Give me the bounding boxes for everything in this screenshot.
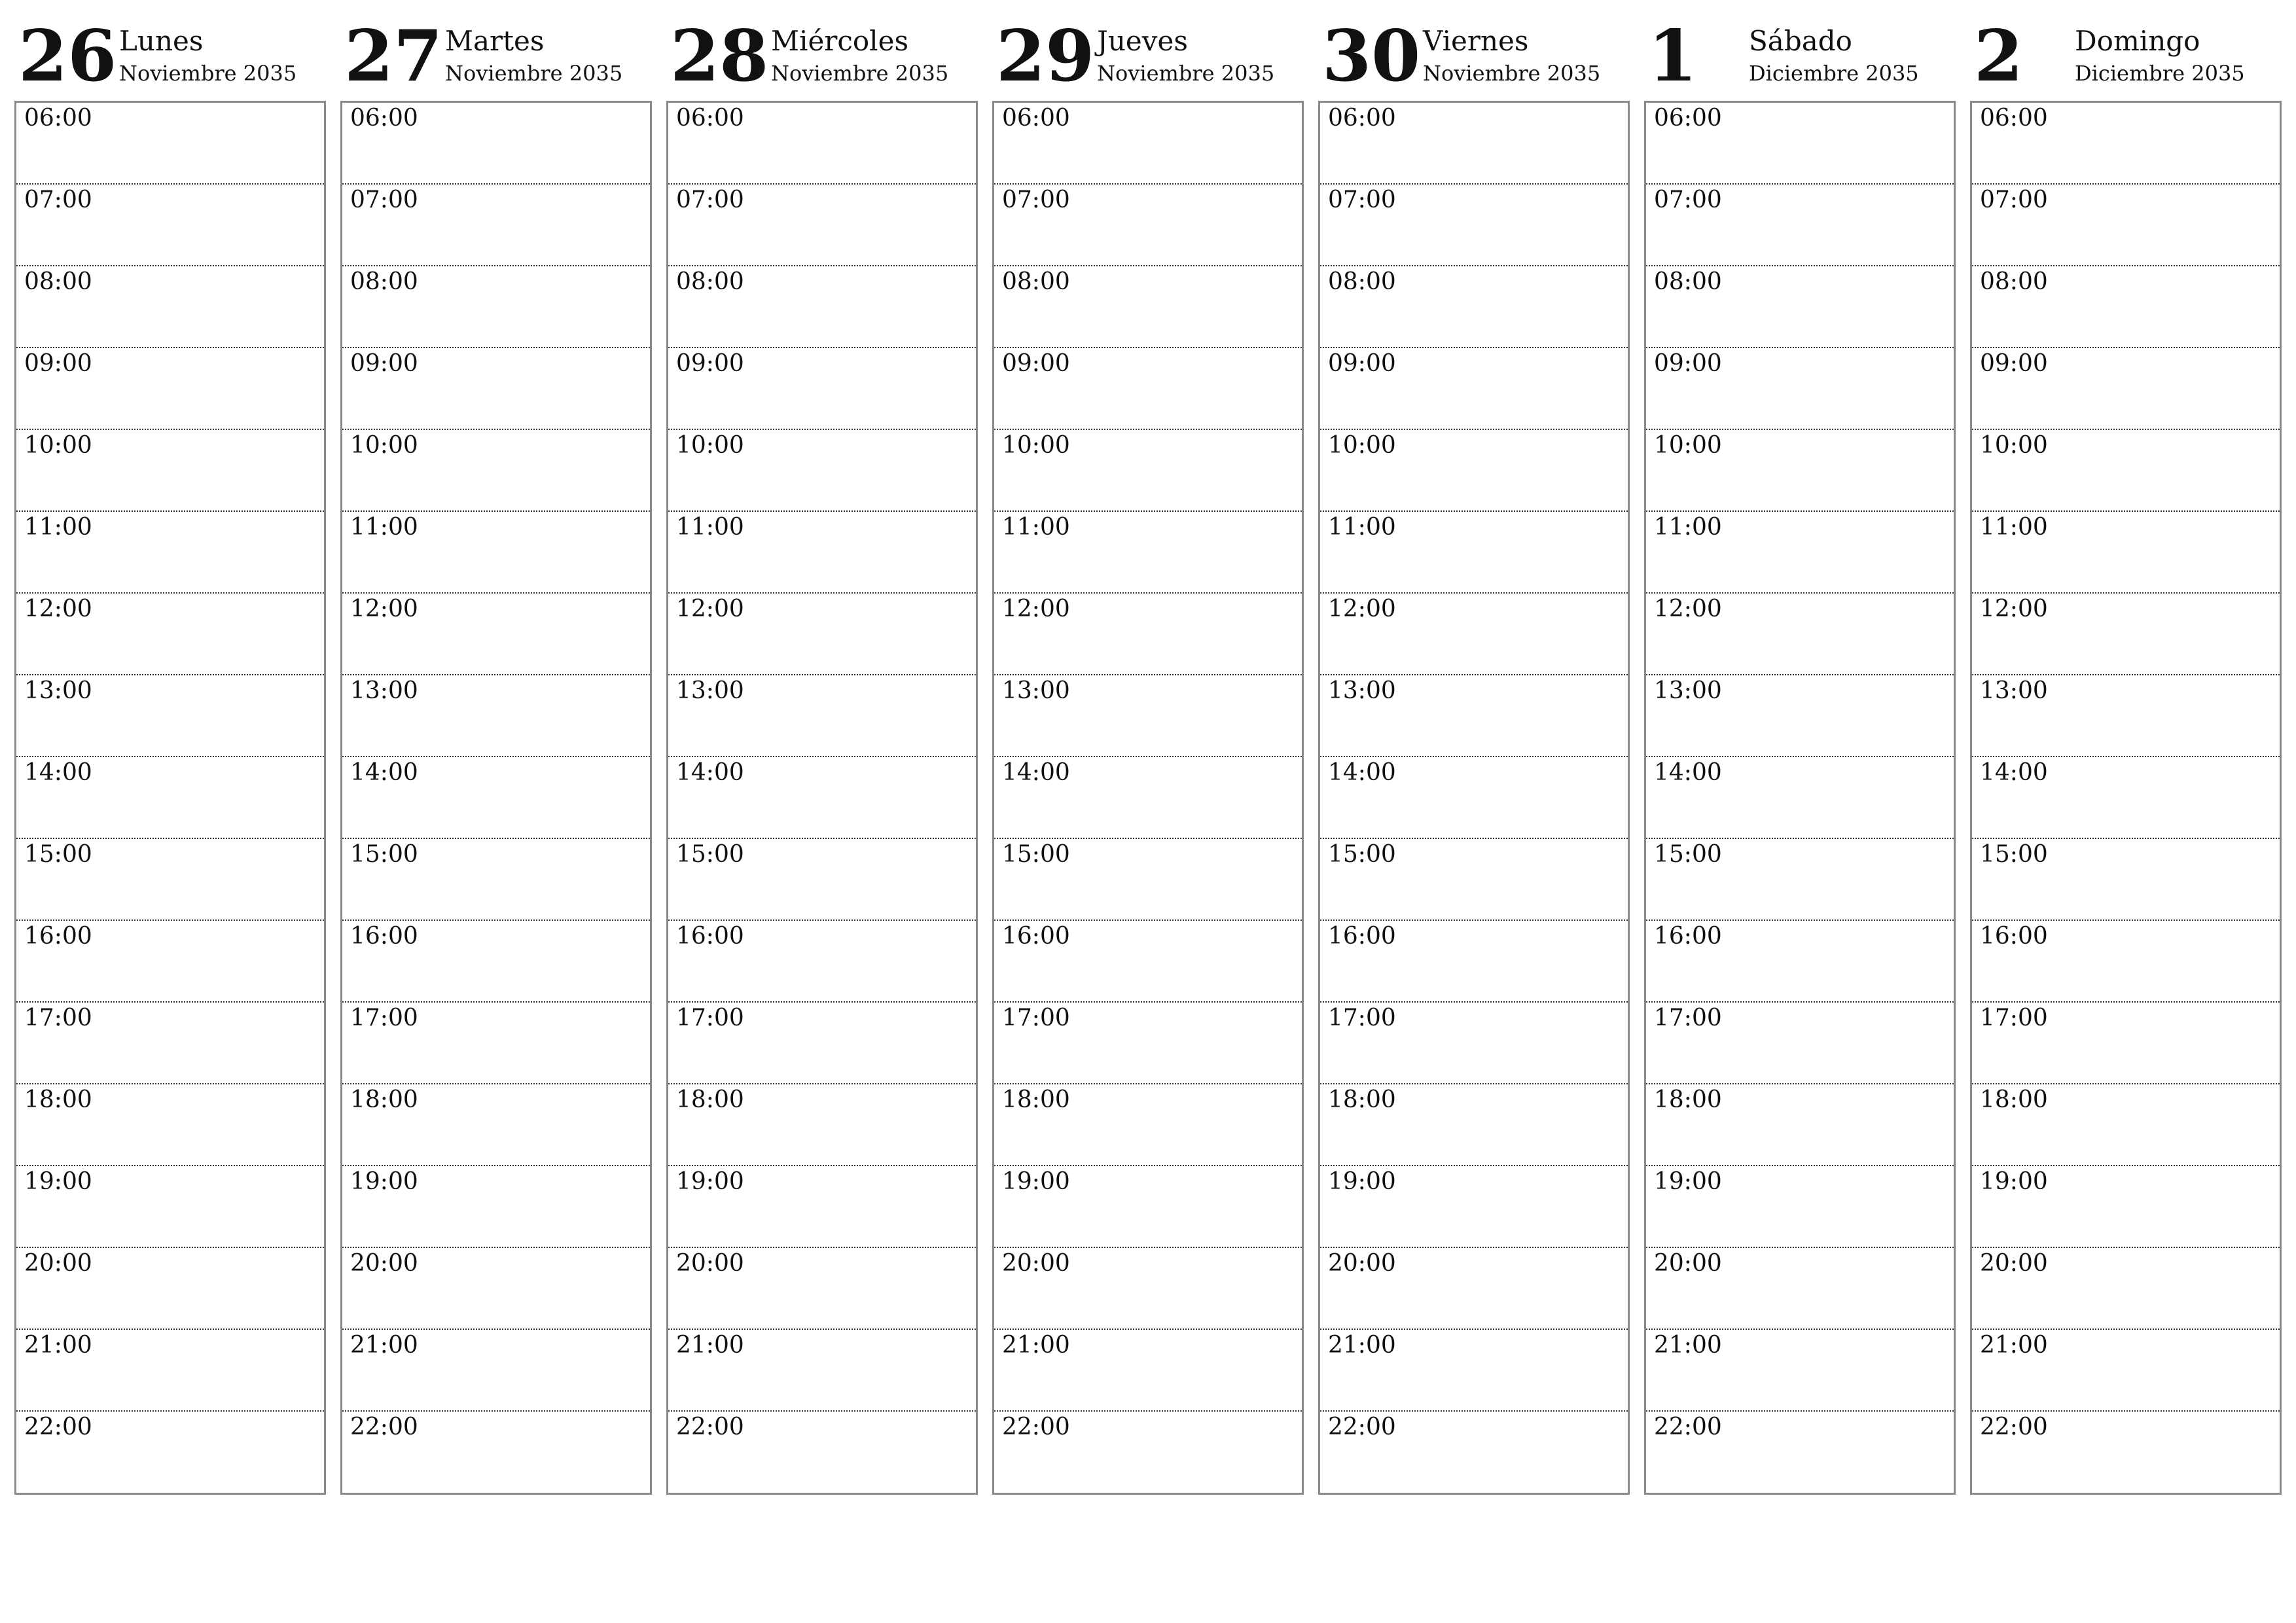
- time-slot: [994, 1003, 1302, 1084]
- time-label: 09:00: [1654, 350, 1722, 377]
- time-label: 15:00: [1328, 841, 1396, 868]
- day-number: 2: [1974, 15, 2024, 98]
- time-label: 10:00: [1980, 432, 2048, 459]
- time-label: 11:00: [1002, 514, 1070, 541]
- time-slot: [1646, 1003, 1954, 1084]
- time-slot: [1972, 430, 2280, 512]
- time-label: 17:00: [1328, 1005, 1396, 1031]
- time-label: 22:00: [1980, 1414, 2048, 1440]
- time-slot: [342, 1084, 650, 1166]
- day-number: 29: [996, 15, 1095, 98]
- time-label: 11:00: [350, 514, 418, 541]
- time-slot: [994, 348, 1302, 430]
- time-slot: [668, 185, 976, 266]
- time-slot: [16, 512, 324, 594]
- time-label: 17:00: [350, 1005, 418, 1031]
- time-label: 08:00: [1328, 268, 1396, 295]
- time-label: 11:00: [676, 514, 744, 541]
- day-column: [666, 16, 978, 1501]
- time-label: 09:00: [1328, 350, 1396, 377]
- day-column: [14, 16, 326, 1501]
- time-slot: [1320, 1084, 1628, 1166]
- time-label: 20:00: [1980, 1250, 2048, 1277]
- time-label: 22:00: [1328, 1414, 1396, 1440]
- day-header: [666, 16, 978, 101]
- day-name: Jueves: [1097, 25, 1188, 57]
- time-label: 13:00: [1002, 677, 1070, 704]
- time-slot: [1972, 266, 2280, 348]
- time-slot: [1646, 1248, 1954, 1330]
- time-label: 13:00: [676, 677, 744, 704]
- day-header: [1970, 16, 2282, 101]
- time-label: 09:00: [1002, 350, 1070, 377]
- time-slot: [1320, 512, 1628, 594]
- day-header: [992, 16, 1304, 101]
- day-schedule-box: [1318, 101, 1630, 1495]
- time-label: 20:00: [676, 1250, 744, 1277]
- time-label: 14:00: [676, 759, 744, 786]
- time-slot: [1320, 757, 1628, 839]
- time-slot: [668, 1248, 976, 1330]
- time-label: 07:00: [1328, 187, 1396, 213]
- time-label: 17:00: [1002, 1005, 1070, 1031]
- day-number: 28: [670, 15, 769, 98]
- time-label: 17:00: [1980, 1005, 2048, 1031]
- day-month: Noviembre 2035: [1097, 61, 1275, 86]
- time-slot: [342, 1248, 650, 1330]
- time-slot: [1972, 839, 2280, 921]
- time-label: 17:00: [24, 1005, 92, 1031]
- time-label: 21:00: [350, 1332, 418, 1359]
- time-slot: [1972, 1166, 2280, 1248]
- time-slot: [668, 757, 976, 839]
- time-slot: [1972, 1248, 2280, 1330]
- day-schedule-box: [14, 101, 326, 1495]
- time-slot: [16, 675, 324, 757]
- time-label: 20:00: [1654, 1250, 1722, 1277]
- time-label: 17:00: [676, 1005, 744, 1031]
- time-slot: [668, 348, 976, 430]
- time-slot: [1972, 594, 2280, 675]
- time-slot: [994, 921, 1302, 1003]
- time-label: 09:00: [1980, 350, 2048, 377]
- time-slot: [1972, 103, 2280, 185]
- time-label: 06:00: [1002, 105, 1070, 132]
- time-label: 12:00: [1980, 596, 2048, 622]
- time-label: 06:00: [1328, 105, 1396, 132]
- time-slot: [342, 839, 650, 921]
- day-column: [1318, 16, 1630, 1501]
- time-label: 14:00: [1002, 759, 1070, 786]
- time-slot: [16, 1166, 324, 1248]
- time-slot: [342, 1412, 650, 1493]
- time-slot: [1646, 103, 1954, 185]
- time-label: 06:00: [676, 105, 744, 132]
- time-label: 08:00: [1654, 268, 1722, 295]
- time-slot: [16, 1084, 324, 1166]
- time-slot: [668, 512, 976, 594]
- time-slot: [994, 1248, 1302, 1330]
- time-slot: [1972, 1412, 2280, 1493]
- time-label: 07:00: [676, 187, 744, 213]
- time-slot: [1972, 675, 2280, 757]
- day-column: [340, 16, 652, 1501]
- time-slot: [994, 839, 1302, 921]
- time-label: 19:00: [1002, 1168, 1070, 1195]
- time-slot: [668, 1412, 976, 1493]
- time-slot: [668, 1003, 976, 1084]
- time-label: 09:00: [350, 350, 418, 377]
- time-label: 07:00: [24, 187, 92, 213]
- time-label: 20:00: [24, 1250, 92, 1277]
- time-label: 15:00: [1002, 841, 1070, 868]
- day-column: [1644, 16, 1956, 1501]
- time-slot: [1972, 1330, 2280, 1412]
- time-label: 14:00: [1980, 759, 2048, 786]
- time-slot: [1320, 266, 1628, 348]
- time-label: 15:00: [676, 841, 744, 868]
- time-slot: [994, 430, 1302, 512]
- time-slot: [668, 1330, 976, 1412]
- time-slot: [1320, 1166, 1628, 1248]
- time-slot: [668, 675, 976, 757]
- time-slot: [1972, 757, 2280, 839]
- time-label: 22:00: [676, 1414, 744, 1440]
- time-label: 12:00: [676, 596, 744, 622]
- time-slot: [1320, 1003, 1628, 1084]
- time-slot: [1646, 1412, 1954, 1493]
- day-month: Diciembre 2035: [1749, 61, 1919, 86]
- day-name: Miércoles: [771, 25, 909, 57]
- time-label: 13:00: [1654, 677, 1722, 704]
- time-slot: [668, 839, 976, 921]
- time-slot: [1320, 185, 1628, 266]
- time-slot: [994, 757, 1302, 839]
- time-slot: [994, 1330, 1302, 1412]
- time-slot: [1972, 1084, 2280, 1166]
- day-name: Martes: [445, 25, 545, 57]
- day-schedule-box: [666, 101, 978, 1495]
- time-slot: [342, 266, 650, 348]
- time-label: 14:00: [350, 759, 418, 786]
- time-slot: [1972, 348, 2280, 430]
- weekly-planner: [14, 16, 2282, 1501]
- time-slot: [994, 675, 1302, 757]
- time-label: 10:00: [676, 432, 744, 459]
- time-label: 06:00: [350, 105, 418, 132]
- time-slot: [342, 1003, 650, 1084]
- time-label: 15:00: [1654, 841, 1722, 868]
- time-label: 13:00: [24, 677, 92, 704]
- time-label: 10:00: [1328, 432, 1396, 459]
- time-slot: [994, 185, 1302, 266]
- time-slot: [994, 266, 1302, 348]
- day-month: Diciembre 2035: [2075, 61, 2245, 86]
- time-label: 08:00: [24, 268, 92, 295]
- time-slot: [16, 185, 324, 266]
- time-slot: [1646, 185, 1954, 266]
- day-month: Noviembre 2035: [1423, 61, 1601, 86]
- time-label: 14:00: [24, 759, 92, 786]
- time-label: 08:00: [676, 268, 744, 295]
- time-slot: [1646, 430, 1954, 512]
- time-label: 22:00: [1654, 1414, 1722, 1440]
- time-label: 06:00: [1980, 105, 2048, 132]
- time-slot: [1646, 594, 1954, 675]
- time-label: 15:00: [1980, 841, 2048, 868]
- time-label: 12:00: [350, 596, 418, 622]
- time-slot: [1972, 512, 2280, 594]
- time-slot: [16, 1248, 324, 1330]
- time-slot: [1972, 185, 2280, 266]
- time-slot: [668, 266, 976, 348]
- time-slot: [668, 594, 976, 675]
- day-header: [340, 16, 652, 101]
- time-label: 10:00: [24, 432, 92, 459]
- day-header: [1644, 16, 1956, 101]
- time-label: 19:00: [350, 1168, 418, 1195]
- time-label: 12:00: [1328, 596, 1396, 622]
- day-month: Noviembre 2035: [771, 61, 949, 86]
- time-slot: [994, 1166, 1302, 1248]
- time-label: 22:00: [350, 1414, 418, 1440]
- time-slot: [16, 103, 324, 185]
- time-label: 21:00: [24, 1332, 92, 1359]
- time-label: 19:00: [1980, 1168, 2048, 1195]
- time-slot: [16, 430, 324, 512]
- time-slot: [668, 1084, 976, 1166]
- time-slot: [16, 921, 324, 1003]
- time-slot: [1646, 1084, 1954, 1166]
- time-slot: [668, 1166, 976, 1248]
- time-label: 16:00: [1654, 923, 1722, 950]
- time-label: 07:00: [1002, 187, 1070, 213]
- time-label: 13:00: [1328, 677, 1396, 704]
- time-slot: [16, 1412, 324, 1493]
- time-slot: [1646, 757, 1954, 839]
- time-slot: [1320, 103, 1628, 185]
- time-label: 19:00: [24, 1168, 92, 1195]
- time-slot: [1320, 348, 1628, 430]
- time-label: 20:00: [350, 1250, 418, 1277]
- day-name: Lunes: [119, 25, 204, 57]
- time-slot: [1320, 594, 1628, 675]
- time-label: 16:00: [1002, 923, 1070, 950]
- day-month: Noviembre 2035: [445, 61, 623, 86]
- time-label: 07:00: [1654, 187, 1722, 213]
- time-label: 16:00: [1328, 923, 1396, 950]
- day-schedule-box: [1644, 101, 1956, 1495]
- time-label: 18:00: [350, 1086, 418, 1113]
- time-label: 11:00: [1328, 514, 1396, 541]
- time-label: 19:00: [676, 1168, 744, 1195]
- time-slot: [16, 839, 324, 921]
- day-number: 27: [344, 15, 443, 98]
- time-label: 08:00: [1002, 268, 1070, 295]
- time-label: 11:00: [24, 514, 92, 541]
- time-slot: [342, 430, 650, 512]
- time-slot: [1972, 1003, 2280, 1084]
- time-slot: [342, 348, 650, 430]
- time-label: 07:00: [350, 187, 418, 213]
- time-slot: [342, 675, 650, 757]
- time-slot: [1320, 839, 1628, 921]
- time-slot: [994, 1084, 1302, 1166]
- time-label: 20:00: [1328, 1250, 1396, 1277]
- time-label: 16:00: [350, 923, 418, 950]
- time-slot: [342, 185, 650, 266]
- time-label: 21:00: [1980, 1332, 2048, 1359]
- time-slot: [342, 757, 650, 839]
- time-slot: [342, 103, 650, 185]
- time-slot: [994, 512, 1302, 594]
- time-label: 21:00: [1328, 1332, 1396, 1359]
- time-slot: [994, 1412, 1302, 1493]
- day-number: 26: [18, 15, 117, 98]
- time-slot: [16, 594, 324, 675]
- time-label: 21:00: [1654, 1332, 1722, 1359]
- day-name: Viernes: [1423, 25, 1529, 57]
- time-label: 15:00: [24, 841, 92, 868]
- day-number: 1: [1648, 15, 1698, 98]
- time-label: 12:00: [1002, 596, 1070, 622]
- time-slot: [1646, 921, 1954, 1003]
- day-schedule-box: [992, 101, 1304, 1495]
- time-label: 16:00: [676, 923, 744, 950]
- time-slot: [342, 1330, 650, 1412]
- time-slot: [1320, 1330, 1628, 1412]
- day-header: [1318, 16, 1630, 101]
- time-label: 10:00: [1002, 432, 1070, 459]
- time-label: 18:00: [24, 1086, 92, 1113]
- time-label: 15:00: [350, 841, 418, 868]
- time-label: 18:00: [676, 1086, 744, 1113]
- time-label: 10:00: [1654, 432, 1722, 459]
- day-number: 30: [1322, 15, 1421, 98]
- time-slot: [1320, 1412, 1628, 1493]
- time-label: 06:00: [24, 105, 92, 132]
- time-slot: [1646, 512, 1954, 594]
- time-label: 22:00: [1002, 1414, 1070, 1440]
- time-label: 22:00: [24, 1414, 92, 1440]
- time-label: 18:00: [1654, 1086, 1722, 1113]
- day-column: [1970, 16, 2282, 1501]
- time-label: 12:00: [1654, 596, 1722, 622]
- time-slot: [16, 757, 324, 839]
- time-label: 14:00: [1654, 759, 1722, 786]
- time-label: 06:00: [1654, 105, 1722, 132]
- time-label: 14:00: [1328, 759, 1396, 786]
- time-slot: [1320, 1248, 1628, 1330]
- time-slot: [1646, 266, 1954, 348]
- time-label: 16:00: [1980, 923, 2048, 950]
- time-slot: [342, 1166, 650, 1248]
- time-slot: [342, 921, 650, 1003]
- day-header: [14, 16, 326, 101]
- time-slot: [1320, 430, 1628, 512]
- day-schedule-box: [1970, 101, 2282, 1495]
- time-slot: [16, 1003, 324, 1084]
- time-slot: [342, 594, 650, 675]
- day-column: [992, 16, 1304, 1501]
- time-slot: [1646, 675, 1954, 757]
- time-label: 11:00: [1654, 514, 1722, 541]
- time-slot: [994, 594, 1302, 675]
- time-label: 12:00: [24, 596, 92, 622]
- time-slot: [16, 1330, 324, 1412]
- time-slot: [1646, 348, 1954, 430]
- day-schedule-box: [340, 101, 652, 1495]
- time-slot: [16, 348, 324, 430]
- time-label: 09:00: [676, 350, 744, 377]
- time-label: 21:00: [1002, 1332, 1070, 1359]
- time-slot: [668, 103, 976, 185]
- time-label: 13:00: [1980, 677, 2048, 704]
- time-slot: [994, 103, 1302, 185]
- time-label: 16:00: [24, 923, 92, 950]
- time-label: 19:00: [1654, 1168, 1722, 1195]
- time-label: 09:00: [24, 350, 92, 377]
- time-label: 08:00: [1980, 268, 2048, 295]
- day-name: Sábado: [1749, 25, 1852, 57]
- time-slot: [1646, 839, 1954, 921]
- time-slot: [16, 266, 324, 348]
- time-slot: [1646, 1330, 1954, 1412]
- time-slot: [342, 512, 650, 594]
- time-slot: [668, 430, 976, 512]
- time-label: 11:00: [1980, 514, 2048, 541]
- time-slot: [1320, 675, 1628, 757]
- time-slot: [668, 921, 976, 1003]
- time-label: 17:00: [1654, 1005, 1722, 1031]
- time-slot: [1972, 921, 2280, 1003]
- time-label: 07:00: [1980, 187, 2048, 213]
- time-slot: [1646, 1166, 1954, 1248]
- time-slot: [1320, 921, 1628, 1003]
- time-label: 18:00: [1328, 1086, 1396, 1113]
- time-label: 10:00: [350, 432, 418, 459]
- time-label: 20:00: [1002, 1250, 1070, 1277]
- day-month: Noviembre 2035: [119, 61, 297, 86]
- time-label: 08:00: [350, 268, 418, 295]
- time-label: 21:00: [676, 1332, 744, 1359]
- time-label: 13:00: [350, 677, 418, 704]
- time-label: 19:00: [1328, 1168, 1396, 1195]
- time-label: 18:00: [1980, 1086, 2048, 1113]
- day-name: Domingo: [2075, 25, 2200, 57]
- time-label: 18:00: [1002, 1086, 1070, 1113]
